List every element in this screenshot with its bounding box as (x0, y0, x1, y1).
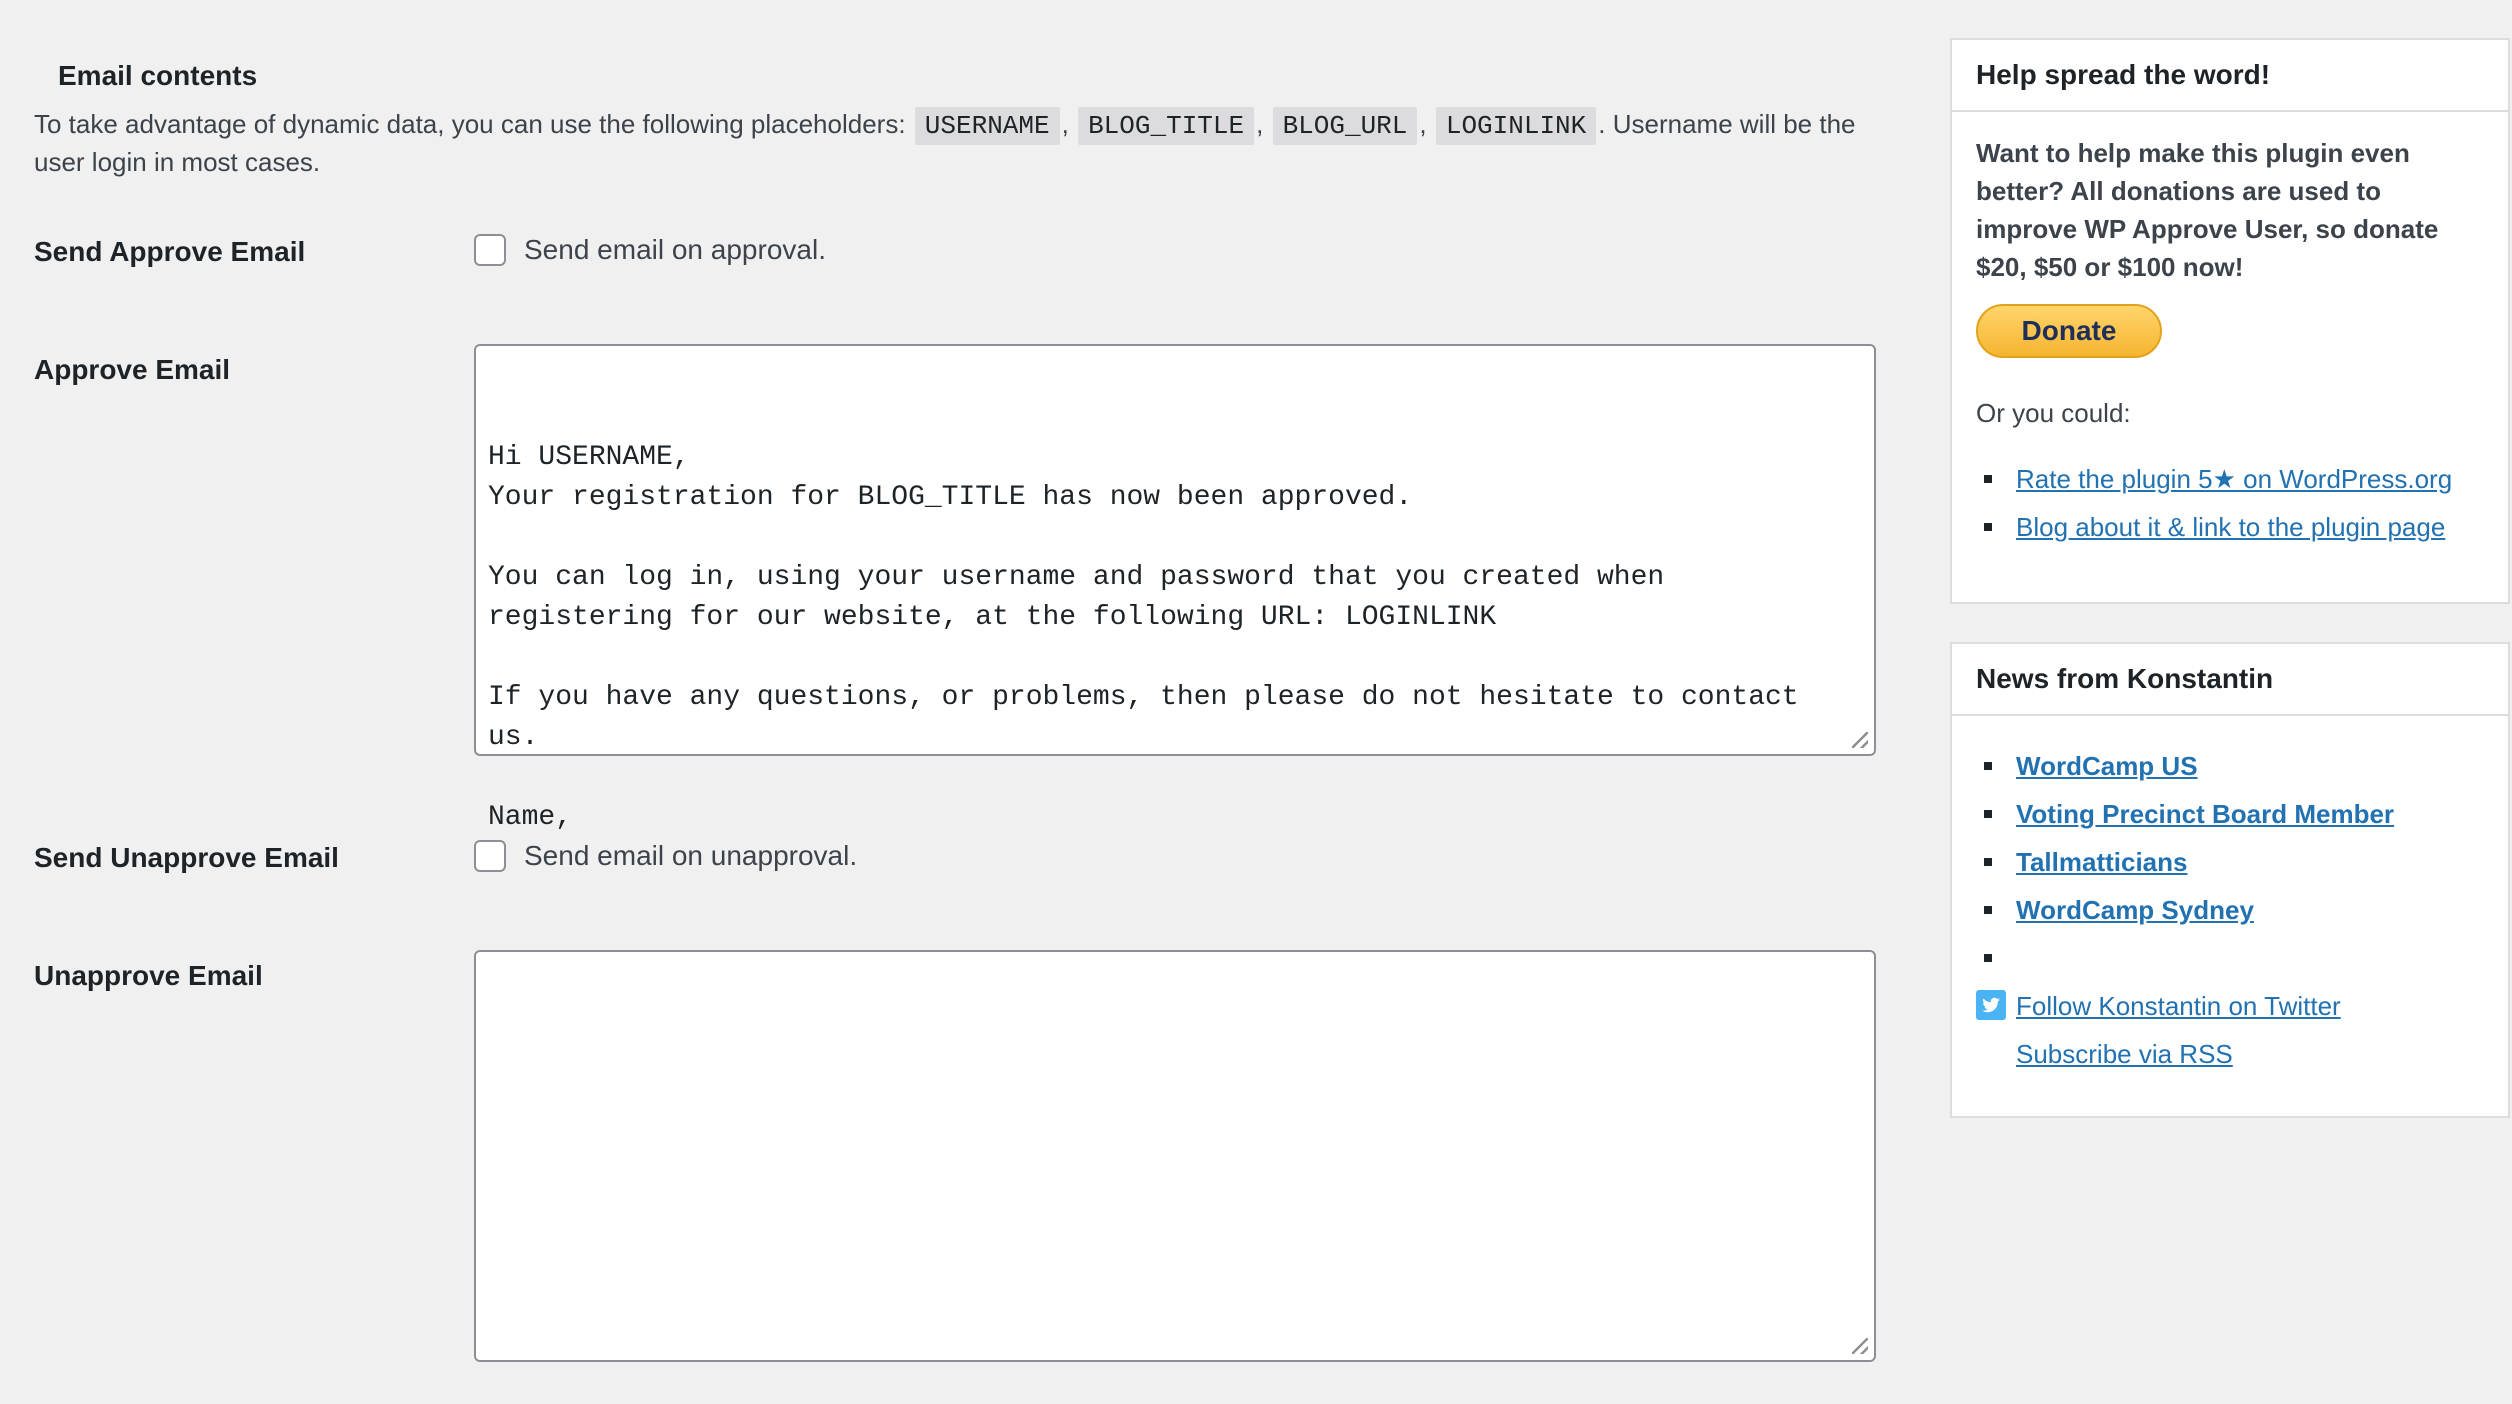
approve-email-text: Hi USERNAME, Your registration for BLOG_TITLE has now been approved. You can log in, using your username and password that you created when registering for our website, at the following URL: LOGINLINK If you have any questions, or problems, then please do not hesitate to contact us. Name, (488, 442, 1799, 833)
intro-text: To take advantage of dynamic data, you can use the following placeholders: (34, 109, 906, 139)
unapprove-email-label: Unapprove Email (34, 960, 263, 991)
help-links-list (1976, 455, 2484, 551)
placeholder-code: USERNAME (915, 107, 1060, 145)
placeholder-code: BLOG_TITLE (1078, 107, 1254, 145)
send-approve-email-checkbox[interactable] (474, 234, 506, 266)
section-title: Email contents (58, 60, 258, 91)
list-item (1976, 455, 2484, 503)
twitter-follow-link[interactable]: Follow Konstantin on Twitter (2016, 991, 2341, 1021)
rss-subscribe-link[interactable]: Subscribe via RSS (2016, 1039, 2233, 1069)
resize-handle-icon[interactable] (1852, 732, 1868, 748)
twitter-row (1976, 982, 2484, 1030)
news-link[interactable]: WordCamp US (2016, 751, 2198, 781)
or-text: Or you could: (1976, 398, 2131, 428)
placeholder-code: LOGINLINK (1436, 107, 1596, 145)
placeholder-intro: To take advantage of dynamic data, you can use the following placeholders: USERNAME , BLOG_TITLE , BLOG_URL , LOGINLINK . Username will be the user login in most cases. (34, 109, 1856, 177)
help-box-title: Help spread the word! (1952, 40, 2508, 112)
news-list (1976, 742, 2484, 1078)
send-approve-email-label: Send Approve Email (34, 236, 306, 267)
empty-list-item (1976, 934, 2484, 982)
news-link[interactable]: Tallmatticians (2016, 847, 2188, 877)
list-item (1976, 790, 2484, 838)
placeholder-code: BLOG_URL (1273, 107, 1418, 145)
send-unapprove-email-checkbox-label: Send email on unapproval. (524, 840, 858, 871)
list-item (1976, 503, 2484, 551)
rss-row (1976, 1030, 2484, 1078)
resize-handle-icon[interactable] (1852, 1338, 1868, 1354)
donate-text: Want to help make this plugin even better? All donations are used to improve WP Approve User, so donate $20, $50 or $100 now! (1976, 138, 2439, 282)
send-unapprove-email-label: Send Unapprove Email (34, 842, 339, 873)
news-link[interactable]: Voting Precinct Board Member (2016, 799, 2395, 829)
blog-about-link[interactable]: Blog about it & link to the plugin page (2016, 512, 2446, 542)
approve-email-textarea[interactable] (474, 344, 1876, 833)
send-unapprove-email-checkbox[interactable] (474, 840, 506, 872)
twitter-icon (1976, 990, 2006, 1020)
list-item (1976, 742, 2484, 790)
unapprove-email-textarea[interactable] (474, 950, 1876, 1362)
help-box-body (1952, 112, 2508, 573)
approve-email-label: Approve Email (34, 354, 231, 385)
news-box (1950, 642, 2510, 1118)
send-approve-email-option[interactable] (474, 234, 826, 266)
rate-plugin-link[interactable]: Rate the plugin 5★ on WordPress.org (2016, 464, 2453, 494)
news-link[interactable]: WordCamp Sydney (2016, 895, 2254, 925)
send-approve-email-checkbox-label: Send email on approval. (524, 234, 826, 265)
send-unapprove-email-option[interactable] (474, 840, 857, 872)
news-box-title: News from Konstantin (1952, 644, 2508, 716)
list-item (1976, 838, 2484, 886)
intro-text-after: . Username will be the user login in most cases. (34, 109, 1856, 177)
donate-button[interactable]: Donate (1976, 304, 2162, 358)
news-box-body (1952, 716, 2508, 1100)
list-item (1976, 886, 2484, 934)
help-spread-box (1950, 38, 2510, 604)
